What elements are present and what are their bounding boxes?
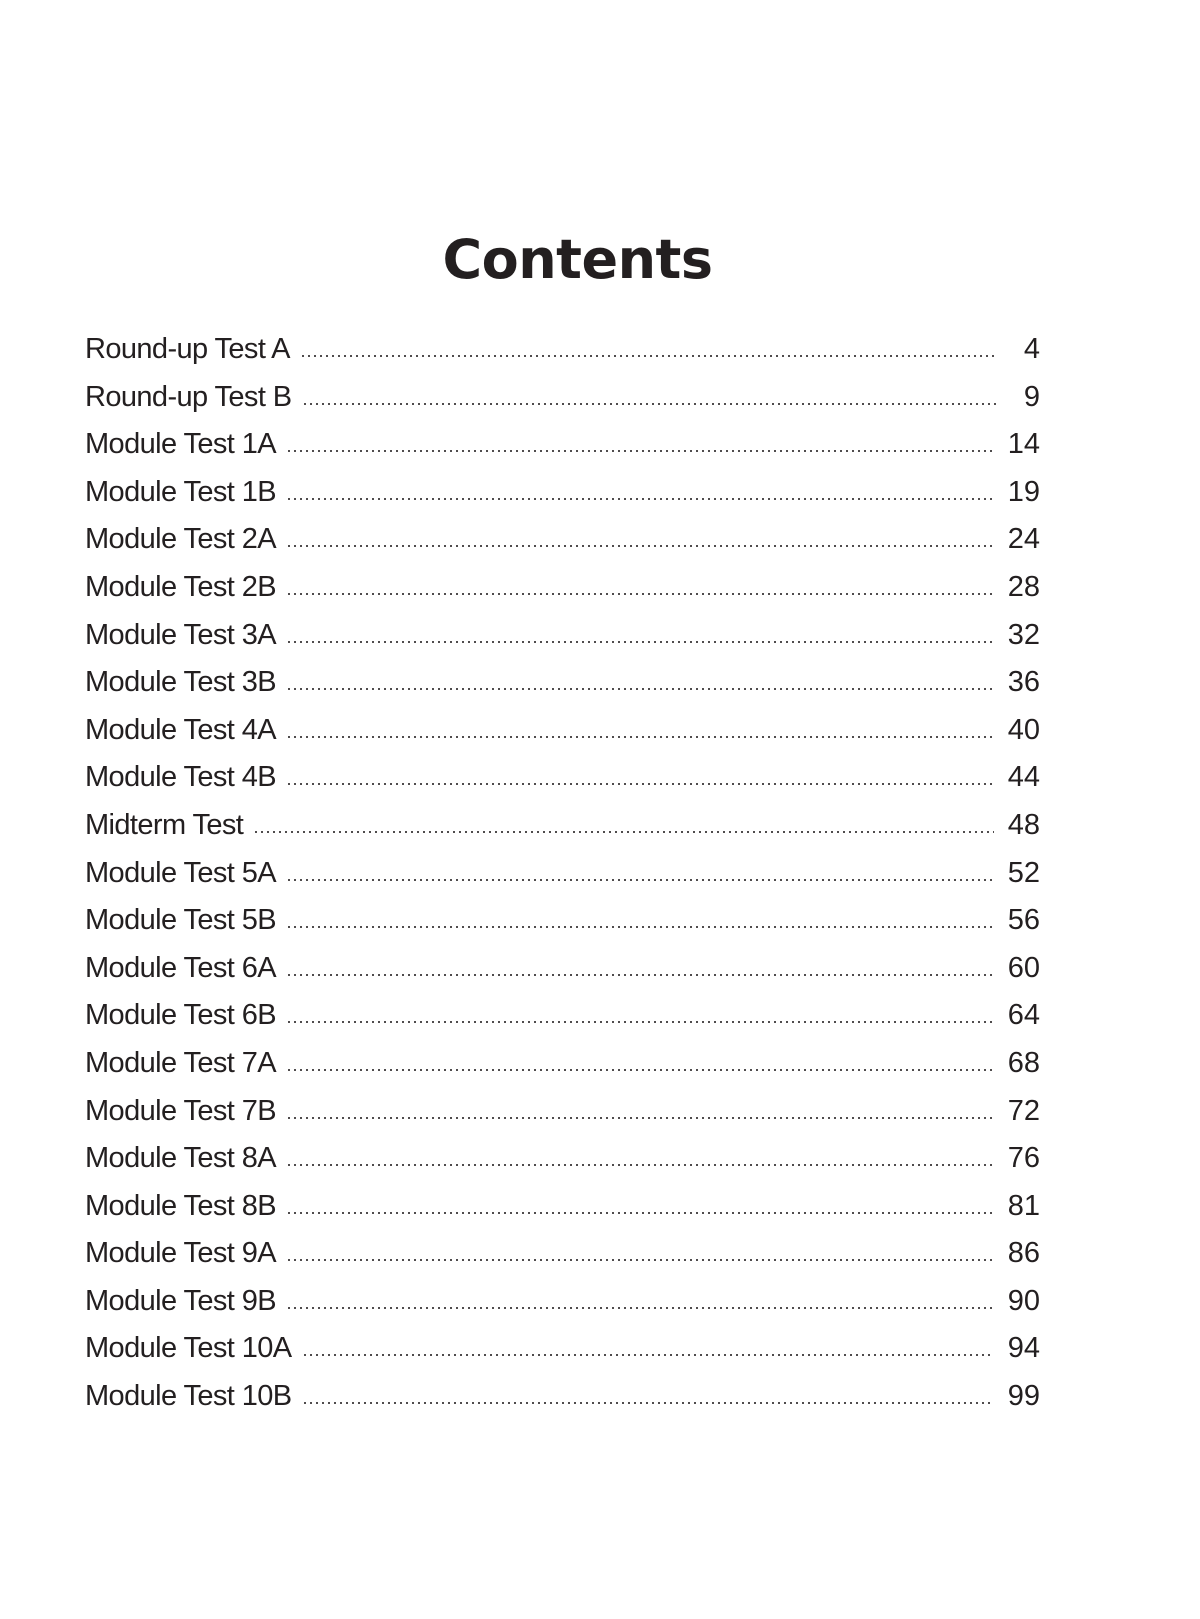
toc-dot-leader <box>286 498 994 500</box>
toc-entry-page: 81 <box>1007 1189 1040 1222</box>
toc-dot-leader <box>286 641 994 643</box>
toc-entry-label: Module Test 5B <box>85 904 276 937</box>
toc-entry-label: Module Test 9B <box>85 1284 276 1317</box>
toc-entry-label: Module Test 5A <box>85 856 276 889</box>
toc-dot-leader <box>286 1307 994 1309</box>
toc-entry-page: 60 <box>1007 951 1040 984</box>
toc-dot-leader <box>302 403 999 405</box>
toc-dot-leader <box>286 974 994 976</box>
toc-entry <box>85 331 1040 379</box>
toc-entry <box>85 855 1040 903</box>
toc-entry-label: Module Test 7B <box>85 1094 276 1127</box>
toc-entry <box>85 1188 1040 1236</box>
toc-entry-page: 9 <box>1023 380 1040 413</box>
toc-dot-leader <box>286 1117 994 1119</box>
toc-entry-label: Module Test 6A <box>85 951 276 984</box>
toc-entry <box>85 1235 1040 1283</box>
toc-entry-page: 76 <box>1007 1142 1040 1175</box>
toc-entry-label: Module Test 2A <box>85 523 276 556</box>
toc-entry-page: 4 <box>1023 333 1040 365</box>
toc-entry <box>85 1140 1040 1188</box>
toc-dot-leader <box>286 688 994 690</box>
toc-entry <box>85 617 1040 665</box>
toc-entry-page: 90 <box>1007 1284 1040 1317</box>
toc-entry-label: Module Test 3B <box>85 666 276 699</box>
page-title: Contents <box>442 228 713 291</box>
toc-dot-leader <box>286 1212 994 1214</box>
toc-entry-page: 24 <box>1007 523 1040 556</box>
toc-entry <box>85 1283 1040 1331</box>
toc-entry-label: Module Test 10A <box>85 1332 292 1365</box>
toc-entry-label: Module Test 1B <box>85 475 276 508</box>
toc-entry-label: Module Test 4B <box>85 761 276 794</box>
toc-entry <box>85 807 1040 855</box>
toc-entry-page: 99 <box>1007 1380 1040 1413</box>
toc-dot-leader <box>286 593 994 595</box>
toc-dot-leader <box>302 1402 994 1404</box>
toc-entry-label: Module Test 8B <box>85 1189 276 1222</box>
toc-entry-page: 44 <box>1007 761 1040 794</box>
toc-dot-leader <box>286 879 994 881</box>
toc-entry-page: 72 <box>1007 1094 1040 1127</box>
toc-entry-page: 56 <box>1007 904 1040 937</box>
toc-entry-label: Round-up Test A <box>85 333 290 365</box>
toc-entry <box>85 664 1040 712</box>
toc-entry-page: 36 <box>1007 666 1040 699</box>
toc-entry-label: Midterm Test <box>85 808 244 841</box>
toc-entry-label: Module Test 3A <box>85 618 276 651</box>
toc-entry-label: Module Test 4A <box>85 713 276 746</box>
table-of-contents <box>85 331 1040 1426</box>
toc-entry-label: Module Test 8A <box>85 1142 276 1175</box>
toc-entry <box>85 521 1040 569</box>
toc-entry-page: 32 <box>1007 618 1040 651</box>
toc-entry-page: 52 <box>1007 856 1040 889</box>
toc-entry <box>85 950 1040 998</box>
toc-entry-page: 48 <box>1007 808 1040 841</box>
toc-entry-label: Module Test 9A <box>85 1237 276 1270</box>
toc-entry <box>85 759 1040 807</box>
toc-entry <box>85 1093 1040 1141</box>
toc-entry-page: 68 <box>1007 1046 1040 1079</box>
toc-entry-label: Module Test 7A <box>85 1046 276 1079</box>
toc-entry-page: 64 <box>1007 999 1040 1032</box>
toc-dot-leader <box>286 1259 994 1261</box>
toc-entry-label: Module Test 2B <box>85 570 276 603</box>
toc-entry <box>85 426 1040 474</box>
toc-entry-page: 19 <box>1007 475 1040 508</box>
toc-dot-leader <box>286 450 994 452</box>
toc-entry <box>85 902 1040 950</box>
toc-dot-leader <box>300 355 998 357</box>
toc-entry-label: Module Test 10B <box>85 1380 292 1413</box>
toc-entry <box>85 379 1040 427</box>
toc-entry <box>85 1045 1040 1093</box>
toc-entry <box>85 712 1040 760</box>
toc-dot-leader <box>286 1164 994 1166</box>
toc-entry <box>85 1378 1040 1426</box>
toc-dot-leader <box>286 545 994 547</box>
toc-dot-leader <box>286 1069 994 1071</box>
toc-entry <box>85 1330 1040 1378</box>
toc-dot-leader <box>302 1354 994 1356</box>
toc-entry-page: 14 <box>1007 428 1040 461</box>
toc-entry <box>85 997 1040 1045</box>
toc-dot-leader <box>286 1021 994 1023</box>
toc-entry-page: 86 <box>1007 1237 1040 1270</box>
toc-entry-label: Module Test 1A <box>85 428 276 461</box>
toc-entry-page: 94 <box>1007 1332 1040 1365</box>
toc-dot-leader <box>253 831 993 833</box>
toc-entry-label: Module Test 6B <box>85 999 276 1032</box>
toc-entry <box>85 569 1040 617</box>
toc-entry-page: 28 <box>1007 570 1040 603</box>
toc-dot-leader <box>286 926 994 928</box>
toc-entry-label: Round-up Test B <box>85 380 292 413</box>
toc-entry <box>85 474 1040 522</box>
toc-dot-leader <box>286 783 994 785</box>
toc-entry-page: 40 <box>1007 713 1040 746</box>
toc-dot-leader <box>286 736 994 738</box>
